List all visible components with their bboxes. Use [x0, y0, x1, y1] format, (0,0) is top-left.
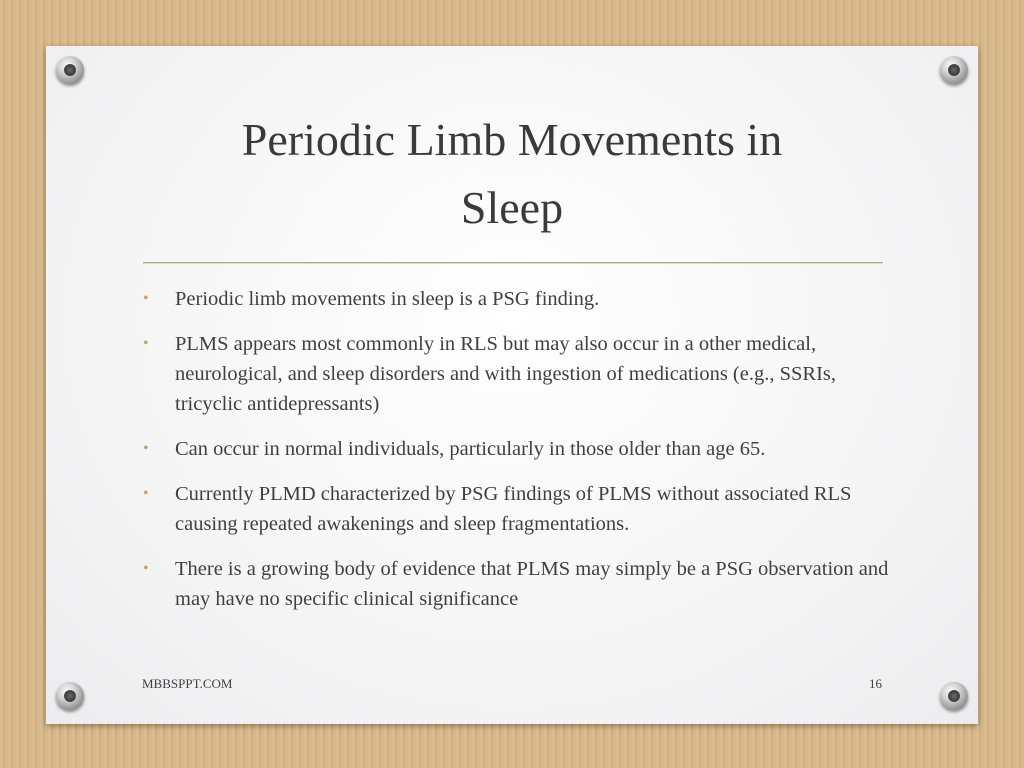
bullet-text: PLMS appears most commonly in RLS but may also occur in a other medical, neurological, and sleep disorders and with ingestion of medications (e.g., SSRIs, tricyclic antidepressants) [175, 333, 837, 415]
bullet-text: Currently PLMD characterized by PSG findings of PLMS without associated RLS causing repeated awakenings and sleep fragmentations. [175, 483, 852, 535]
page-number: 16 [869, 676, 882, 691]
slide-title-line-1: Periodic Limb Movements in [241, 114, 783, 165]
bullet-icon: • [143, 485, 149, 502]
slide-title [0, 106, 1024, 242]
bullet-item [140, 554, 900, 614]
bullet-item [140, 329, 900, 419]
bullet-text: Can occur in normal individuals, particularly in those older than age 65. [175, 438, 766, 460]
bullet-icon: • [143, 440, 149, 457]
thumbtack-bottom-right-icon [940, 682, 968, 710]
title-divider [143, 262, 883, 264]
bullet-text: Periodic limb movements in sleep is a PSG finding. [175, 288, 600, 310]
bullet-text: There is a growing body of evidence that PLMS may simply be a PSG observation and may have no specific clinical significance [175, 558, 889, 610]
thumbtack-top-right-icon [940, 56, 968, 84]
bullet-item [140, 284, 900, 314]
bullet-list [140, 284, 900, 629]
slide-title-line-2: Sleep [460, 182, 564, 233]
bullet-item [140, 434, 900, 464]
thumbtack-top-left-icon [56, 56, 84, 84]
footer-source: MBBSPPT.COM [142, 676, 233, 691]
thumbtack-bottom-left-icon [56, 682, 84, 710]
bullet-item [140, 479, 900, 539]
bullet-icon: • [143, 560, 149, 577]
bullet-icon: • [143, 290, 149, 307]
bullet-icon: • [143, 335, 149, 352]
